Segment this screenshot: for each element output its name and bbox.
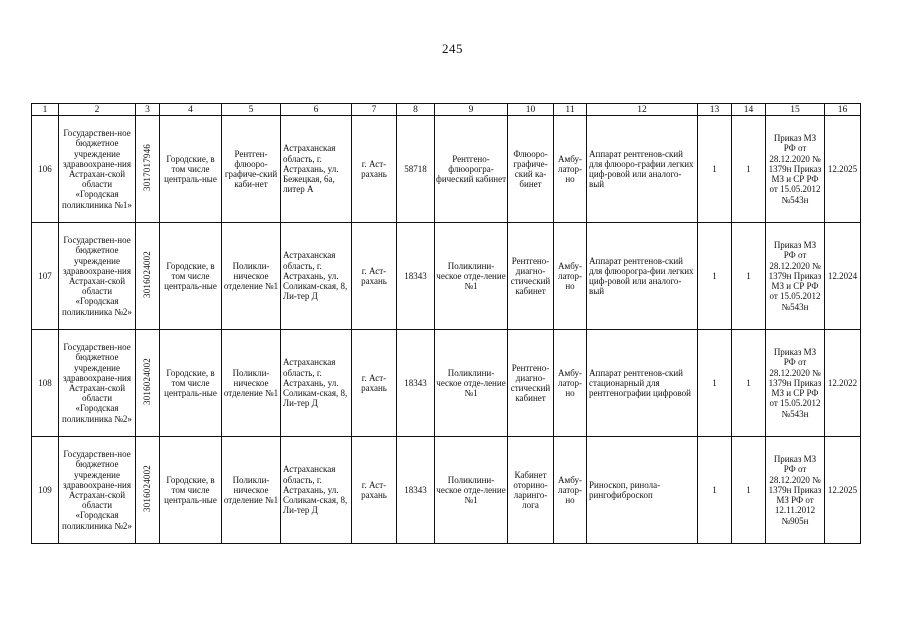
cell-quantity-actual: 1 [732,437,766,544]
cell-population: 58718 [397,116,435,223]
cell-regulation: Приказ МЗ РФ от 28.12.2020 № 1379н Приказ МЗ и СР РФ от 15.05.2012 №543н [766,330,825,437]
cell-equipment-name: Аппарат рентгенов-ский стационарный для рентгенографии цифровой [587,330,698,437]
cell-quantity-actual: 1 [732,330,766,437]
cell-settlement-type: Городские, в том числе централь-ные [160,116,222,223]
column-number-11: 11 [554,104,587,116]
cell-row-number: 108 [32,330,59,437]
column-number-4: 4 [160,104,222,116]
table-row [32,223,861,330]
cell-care-conditions: Амбу-латор-но [554,223,587,330]
column-number-13: 13 [698,104,732,116]
table-row [32,116,861,223]
cell-row-number: 109 [32,437,59,544]
cell-settlement-type: Городские, в том числе централь-ные [160,223,222,330]
cell-department: Поликлини-ческое отде-ление №1 [435,223,508,330]
cell-replacement-date: 12.2025 [825,116,861,223]
cell-city: г. Аст-рахань [352,223,397,330]
cell-quantity-required: 1 [698,330,732,437]
cell-department: Рентгено-флюорогра-фический кабинет [435,116,508,223]
column-number-8: 8 [397,104,435,116]
cell-replacement-date: 12.2025 [825,437,861,544]
cell-quantity-actual: 1 [732,116,766,223]
column-number-14: 14 [732,104,766,116]
cell-settlement-type: Городские, в том числе централь-ные [160,437,222,544]
cell-quantity-required: 1 [698,223,732,330]
cell-equipment-name: Риноскоп, ринола-рингофиброскоп [587,437,698,544]
column-number-7: 7 [352,104,397,116]
cell-subdivision: Поликли-ническое отделение №1 [222,330,281,437]
cell-regulation: Приказ МЗ РФ от 28.12.2020 № 1379н Приказ МЗ и СР РФ от 15.05.2012 №543н [766,116,825,223]
cell-tax-id [136,223,160,330]
cell-regulation: Приказ МЗ РФ от 28.12.2020 № 1379н Приказ МЗ РФ от 12.11.2012 №905н [766,437,825,544]
cell-subdivision: Поликли-ническое отделение №1 [222,437,281,544]
cell-quantity-required: 1 [698,116,732,223]
column-number-1: 1 [32,104,59,116]
column-number-row [32,104,861,116]
cell-care-conditions: Амбу-латор-но [554,437,587,544]
cell-address: Астраханская область, г. Астрахань, ул. Соликам-ская, 8, Ли-тер Д [281,223,352,330]
cell-department: Поликлини-ческое отде-ление №1 [435,330,508,437]
cell-quantity-required: 1 [698,437,732,544]
cell-population: 18343 [397,223,435,330]
cell-cabinet: Кабинет оторино-ларинго-лога [508,437,554,544]
cell-population: 18343 [397,330,435,437]
cell-cabinet: Рентгено-диагно-стический кабинет [508,223,554,330]
cell-care-conditions: Амбу-латор-но [554,330,587,437]
cell-replacement-date: 12.2022 [825,330,861,437]
tax-id-text: 3017017946 [142,144,153,192]
cell-row-number: 106 [32,116,59,223]
table-row [32,437,861,544]
cell-cabinet: Рентгено-диагно-стический кабинет [508,330,554,437]
cell-tax-id [136,330,160,437]
cell-organization-name: Государствен-ное бюджетное учреждение здравоохране-ния Астрахан-ской области «Городская поликлиника №2» [59,437,136,544]
tax-id-text: 3016024002 [142,358,153,406]
column-number-3: 3 [136,104,160,116]
column-number-16: 16 [825,104,861,116]
cell-organization-name: Государствен-ное бюджетное учреждение здравоохране-ния Астрахан-ской области «Городская поликлиника №2» [59,330,136,437]
tax-id-text: 3016024002 [142,251,153,299]
column-number-9: 9 [435,104,508,116]
cell-address: Астраханская область, г. Астрахань, ул. Бежецкая, 6а, литер А [281,116,352,223]
cell-population: 18343 [397,437,435,544]
table-row [32,330,861,437]
cell-subdivision: Поликли-ническое отделение №1 [222,223,281,330]
cell-city: г. Аст-рахань [352,330,397,437]
cell-subdivision: Рентген-флюоро-графиче-ский каби-нет [222,116,281,223]
column-number-10: 10 [508,104,554,116]
cell-organization-name: Государствен-ное бюджетное учреждение здравоохране-ния Астрахан-ской области «Городская поликлиника №2» [59,223,136,330]
column-number-6: 6 [281,104,352,116]
cell-tax-id [136,437,160,544]
cell-settlement-type: Городские, в том числе централь-ные [160,330,222,437]
cell-equipment-name: Аппарат рентгенов-ский для флюоро-графии легких циф-ровой или аналого-вый [587,116,698,223]
cell-department: Поликлини-ческое отде-ление №1 [435,437,508,544]
cell-quantity-actual: 1 [732,223,766,330]
cell-replacement-date: 12.2024 [825,223,861,330]
cell-row-number: 107 [32,223,59,330]
page-number: 245 [442,41,463,56]
column-number-15: 15 [766,104,825,116]
cell-care-conditions: Амбу-латор-но [554,116,587,223]
cell-organization-name: Государствен-ное бюджетное учреждение здравоохране-ния Астрахан-ской области «Городская поликлиника №1» [59,116,136,223]
column-number-12: 12 [587,104,698,116]
column-number-5: 5 [222,104,281,116]
cell-equipment-name: Аппарат рентгенов-ский для флюорогра-фии легких циф-ровой или аналого-вый [587,223,698,330]
column-number-2: 2 [59,104,136,116]
tax-id-text: 3016024002 [142,465,153,513]
cell-address: Астраханская область, г. Астрахань, ул. Соликам-ская, 8, Ли-тер Д [281,437,352,544]
cell-tax-id [136,116,160,223]
cell-regulation: Приказ МЗ РФ от 28.12.2020 № 1379н Приказ МЗ и СР РФ от 15.05.2012 №543н [766,223,825,330]
cell-city: г. Аст-рахань [352,116,397,223]
cell-cabinet: Флюоро-графиче-ский ка-бинет [508,116,554,223]
equipment-register-table [31,103,861,544]
cell-address: Астраханская область, г. Астрахань, ул. Соликам-ская, 8, Ли-тер Д [281,330,352,437]
cell-city: г. Аст-рахань [352,437,397,544]
